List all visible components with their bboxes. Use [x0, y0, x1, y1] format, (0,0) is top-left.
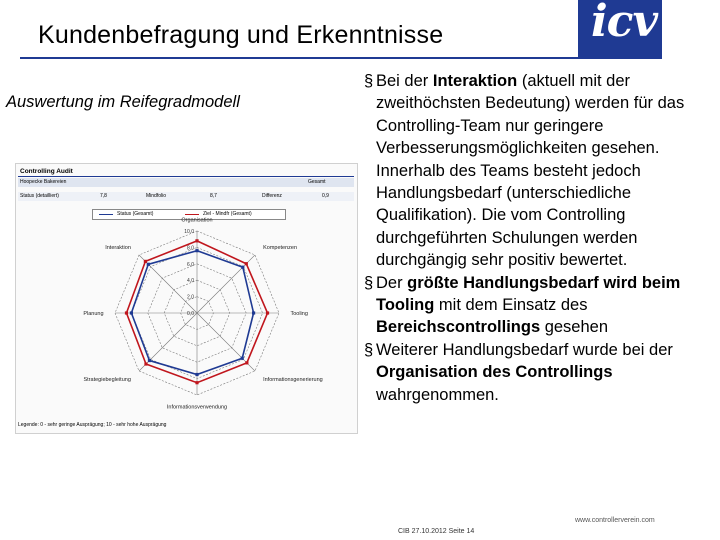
slide-title: Kundenbefragung und Erkenntnisse — [38, 21, 444, 49]
data-point — [147, 263, 150, 266]
diff-label: Differenz — [262, 193, 282, 199]
bullet-text — [376, 272, 720, 339]
data-point — [144, 260, 147, 263]
data-point — [241, 357, 244, 360]
footer-text: CIB 27.10.2012 Seite 14 — [398, 528, 475, 535]
controlling-audit-screenshot — [15, 163, 358, 434]
category-label: Informationsverwendung — [166, 404, 228, 411]
bullet-item — [364, 339, 720, 406]
data-point — [266, 311, 269, 314]
tick-label: 2,0 — [187, 294, 194, 301]
category-label: Strategiebegleitung — [83, 377, 131, 384]
bullet-text — [376, 70, 720, 272]
category-label: Informationsgenerierung — [263, 377, 323, 384]
icv-logo: icv — [590, 0, 658, 47]
bullet-run: Bei der — [376, 72, 433, 90]
data-point — [241, 266, 244, 269]
bullet-marker: § — [364, 72, 374, 90]
audit-title: Controlling Audit — [20, 168, 73, 175]
bullet-emphasis: Bereichscontrollings — [376, 318, 541, 337]
bullet-marker: § — [364, 273, 374, 292]
tick-label: 8,0 — [187, 245, 194, 252]
target-label: Mindfolio — [146, 193, 167, 199]
category-label: Kompetenzen — [263, 244, 298, 251]
category-label: Planung — [83, 311, 104, 317]
data-point — [144, 362, 147, 365]
bullet-text — [376, 339, 720, 406]
bullet-emphasis: größte Handlungsbedarf wird beim Tooling — [376, 273, 681, 315]
legend-label-target: Ziel - Mindfr (Gesamt) — [203, 211, 252, 217]
data-point — [245, 262, 248, 265]
category-label: Organisation — [181, 217, 213, 224]
bullet-run: Weiterer Handlungsbedarf wurde bei der — [376, 340, 673, 359]
diff-value: 0,9 — [322, 193, 329, 199]
bullet-run: (aktuell mit der zweithöchsten Bedeutung) werden für das Controlling-Team nur geringere Verbesserungsmöglichkeiten gesehen. Innerhalb des Teams besteht jedoch Handlungsbedarf (unterschiedliche Qualifikation). Die vom Controlling durchgeführten Schulungen werden durchgängig sehr positiv bewertet. — [376, 72, 685, 270]
data-point — [195, 249, 198, 252]
data-point — [245, 361, 248, 364]
bullet-item — [364, 70, 720, 272]
bullet-list — [364, 70, 720, 406]
bullet-run: gesehen — [540, 318, 609, 337]
footer-url: www.controllerverein.com — [575, 517, 655, 524]
tick-label: 0,0 — [187, 311, 194, 317]
tick-label: 6,0 — [187, 261, 194, 268]
category-label: Interaktion — [105, 244, 131, 251]
status-label: Status (detailliert) — [20, 193, 59, 199]
data-point — [195, 381, 198, 384]
bullet-marker: § — [364, 340, 374, 359]
bullet-emphasis: Organisation des Controllings — [376, 363, 613, 382]
data-point — [130, 311, 133, 314]
legend-label-status: Status (Gesamt) — [117, 211, 154, 217]
tick-label: 4,0 — [187, 278, 194, 285]
bullet-run: wahrgenommen. — [376, 385, 499, 404]
company-scope: Gesamt — [308, 179, 326, 185]
bullet-run: mit dem Einsatz des — [434, 296, 588, 315]
data-point — [195, 373, 198, 376]
data-point — [148, 359, 151, 362]
data-point — [252, 311, 255, 314]
bullet-emphasis: Interaktion — [432, 72, 518, 90]
category-label: Tooling — [290, 311, 308, 317]
chart-footnote: Legende: 0 - sehr geringe Ausprägung; 10 - sehr hohe Ausprägung — [18, 422, 167, 428]
tick-label: 10,0 — [184, 229, 194, 235]
subtitle: Auswertung im Reifegradmodell — [6, 93, 240, 111]
target-value: 8,7 — [210, 193, 217, 199]
radar-chart — [16, 164, 357, 433]
company-label: Hoopecke Bakereien — [20, 179, 67, 185]
title-underline — [20, 57, 578, 59]
status-value: 7,8 — [100, 193, 107, 199]
bullet-run: Der — [376, 273, 408, 292]
data-point — [195, 239, 198, 242]
data-point — [125, 311, 128, 314]
bullet-item — [364, 272, 720, 339]
